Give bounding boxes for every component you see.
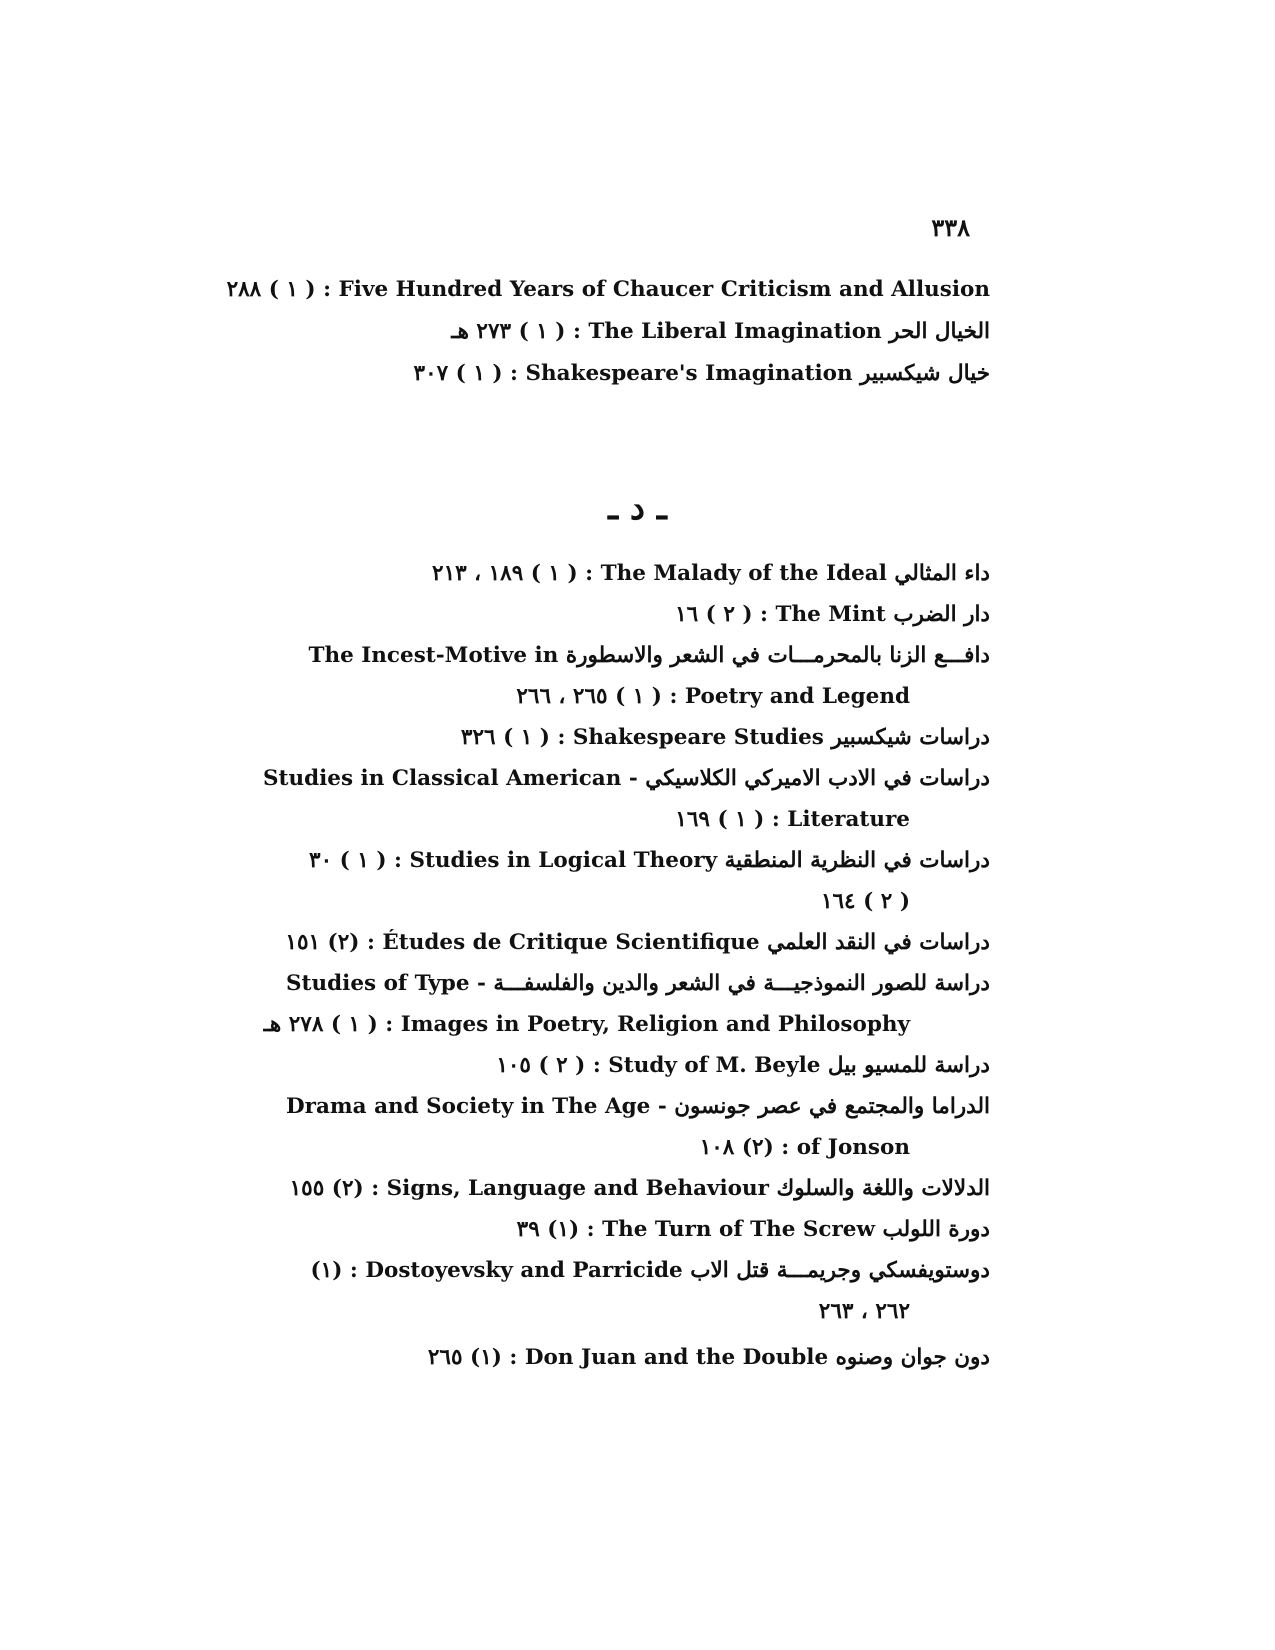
- index-entry: [230, 761, 990, 797]
- entry-separator: :: [502, 361, 526, 386]
- entry-page-refs: ( ١ ) ٣٠: [309, 848, 387, 873]
- entry-english-title: Shakespeare's Imagination: [525, 361, 853, 386]
- entry-arabic-title: دافـــع الزنا بالمحرمـــات في الشعر والاسطورة: [565, 643, 990, 668]
- entry-page-refs: ( ١ ) ٣٢٦: [460, 725, 550, 750]
- entry-english-title: Poetry and Legend: [684, 684, 910, 709]
- index-entry: [230, 356, 990, 392]
- entry-english-title: Studies in Logical Theory: [409, 848, 718, 873]
- entry-page-refs: ( ١ ) ٢٧٨ هـ: [263, 1012, 378, 1037]
- index-entry: [230, 679, 910, 715]
- entry-page-refs: (١): [310, 1258, 343, 1283]
- entry-page-refs: (١) ٣٩: [516, 1217, 580, 1242]
- entry-arabic-title: دراسة للمسيو بيل: [827, 1053, 990, 1078]
- index-entry: [230, 556, 990, 592]
- entry-separator: :: [377, 1012, 401, 1037]
- index-entry: [230, 1212, 990, 1248]
- entry-english-title: Literature: [787, 807, 910, 832]
- entry-arabic-title: دوستويفسكي وجريمـــة قتل الاب: [690, 1258, 990, 1283]
- entry-separator: :: [764, 807, 788, 832]
- entry-arabic-title: الخيال الحر: [889, 319, 990, 344]
- entry-english-title: The Mint: [775, 602, 886, 627]
- entry-english-title: Five Hundred Years of Chaucer Criticism and Allusion: [338, 277, 990, 302]
- entry-arabic-title: دورة اللولب: [882, 1217, 990, 1242]
- entry-page-refs: ( ٢ ) ١٦: [675, 602, 753, 627]
- index-entry: [230, 1007, 910, 1043]
- index-entry: [230, 966, 990, 1002]
- entry-arabic-title: دراسات في النقد العلمي: [767, 930, 990, 955]
- entry-arabic-title: دراسات في النظرية المنطقية: [724, 848, 990, 873]
- entry-english-title: Images in Poetry, Religion and Philosophy: [400, 1012, 910, 1037]
- section-heading: ـ د ـ: [608, 488, 667, 528]
- entry-english-title: Studies in Classical American: [263, 766, 622, 791]
- index-entry: [230, 720, 990, 756]
- entry-english-title: Dostoyevsky and Parricide: [365, 1258, 683, 1283]
- entry-page-refs: ( ١ ) ٢٦٥ ، ٢٦٦: [516, 684, 662, 709]
- index-entry: [230, 1294, 910, 1330]
- entry-page-refs: (٢) ١٥٥: [289, 1176, 364, 1201]
- entry-separator: :: [342, 1258, 366, 1283]
- entry-arabic-title: الدراما والمجتمع في عصر جونسون -: [657, 1094, 990, 1119]
- entry-english-title: Shakespeare Studies: [572, 725, 824, 750]
- index-entry: [230, 1340, 990, 1376]
- entry-arabic-title: دراسة للصور النموذجيـــة في الشعر والدين والفلسفـــة -: [477, 971, 990, 996]
- entry-page-refs: (١) ٢٦٥: [427, 1345, 502, 1370]
- entry-english-title: The Malady of the Ideal: [600, 561, 887, 586]
- entry-separator: :: [773, 1135, 797, 1160]
- entry-arabic-title: دراسات شيكسبير: [831, 725, 990, 750]
- entry-english-title: Signs, Language and Behaviour: [386, 1176, 769, 1201]
- entry-page-refs: ( ١ ) ١٨٩ ، ٢١٣: [432, 561, 578, 586]
- index-entry: [230, 638, 990, 674]
- entry-separator: :: [359, 930, 383, 955]
- entry-arabic-title: خيال شيكسبير: [860, 361, 990, 386]
- entry-separator: :: [752, 602, 776, 627]
- entry-page-refs: ( ١ ) ٢٨٨: [226, 277, 316, 302]
- entry-page-refs: ( ١ ) ٢٧٣ هـ: [451, 319, 566, 344]
- entry-arabic-title: داء المثالي: [894, 561, 990, 586]
- index-entry: [230, 802, 910, 838]
- entry-english-title: The Liberal Imagination: [588, 319, 882, 344]
- index-entry: [230, 1171, 990, 1207]
- page-number: ٣٣٨: [931, 213, 970, 242]
- entry-separator: :: [565, 319, 589, 344]
- entry-separator: :: [549, 725, 573, 750]
- entry-english-title: Study of M. Beyle: [608, 1053, 821, 1078]
- entry-english-title: Drama and Society in The Age: [286, 1094, 651, 1119]
- entry-separator: :: [315, 277, 339, 302]
- index-entry: [226, 272, 990, 308]
- entry-page-refs: ( ١ ) ٣٠٧: [413, 361, 503, 386]
- entry-separator: :: [386, 848, 410, 873]
- index-entry: [230, 1089, 990, 1125]
- index-entry: [230, 1130, 910, 1166]
- entry-arabic-title: الدلالات واللغة والسلوك: [776, 1176, 990, 1201]
- entry-english-title: Études de Critique Scientifique: [382, 930, 760, 955]
- entry-page-refs: ( ٢ ) ١٠٥: [496, 1053, 586, 1078]
- entry-page-refs: ٢٦٢ ، ٢٦٣: [818, 1299, 910, 1324]
- entry-english-title: The Incest-Motive in: [308, 643, 559, 668]
- entry-english-title: The Turn of The Screw: [602, 1217, 875, 1242]
- entry-english-title: Studies of Type: [286, 971, 470, 996]
- entry-page-refs: (٢) ١٥١: [285, 930, 360, 955]
- entry-separator: :: [363, 1176, 387, 1201]
- index-entry: [230, 314, 990, 350]
- index-entry: [230, 1048, 990, 1084]
- entry-separator: :: [501, 1345, 525, 1370]
- index-entry: [230, 884, 910, 920]
- entry-page-refs: ( ٢ ) ١٦٤: [820, 889, 910, 914]
- index-entry: [230, 925, 990, 961]
- entry-english-title: Don Juan and the Double: [524, 1345, 829, 1370]
- entry-separator: :: [585, 1053, 609, 1078]
- entry-separator: :: [577, 561, 601, 586]
- entry-page-refs: (٢) ١٠٨: [699, 1135, 774, 1160]
- entry-arabic-title: دار الضرب: [893, 602, 990, 627]
- index-entry: [230, 597, 990, 633]
- entry-separator: :: [579, 1217, 603, 1242]
- index-entry: [230, 1253, 990, 1289]
- entry-english-title: of Jonson: [796, 1135, 910, 1160]
- index-entry: [230, 843, 990, 879]
- entry-arabic-title: دراسات في الادب الاميركي الكلاسيكي -: [628, 766, 990, 791]
- entry-separator: :: [661, 684, 685, 709]
- entry-arabic-title: دون جوان وصنوه: [835, 1345, 990, 1370]
- entry-page-refs: ( ١ ) ١٦٩: [675, 807, 765, 832]
